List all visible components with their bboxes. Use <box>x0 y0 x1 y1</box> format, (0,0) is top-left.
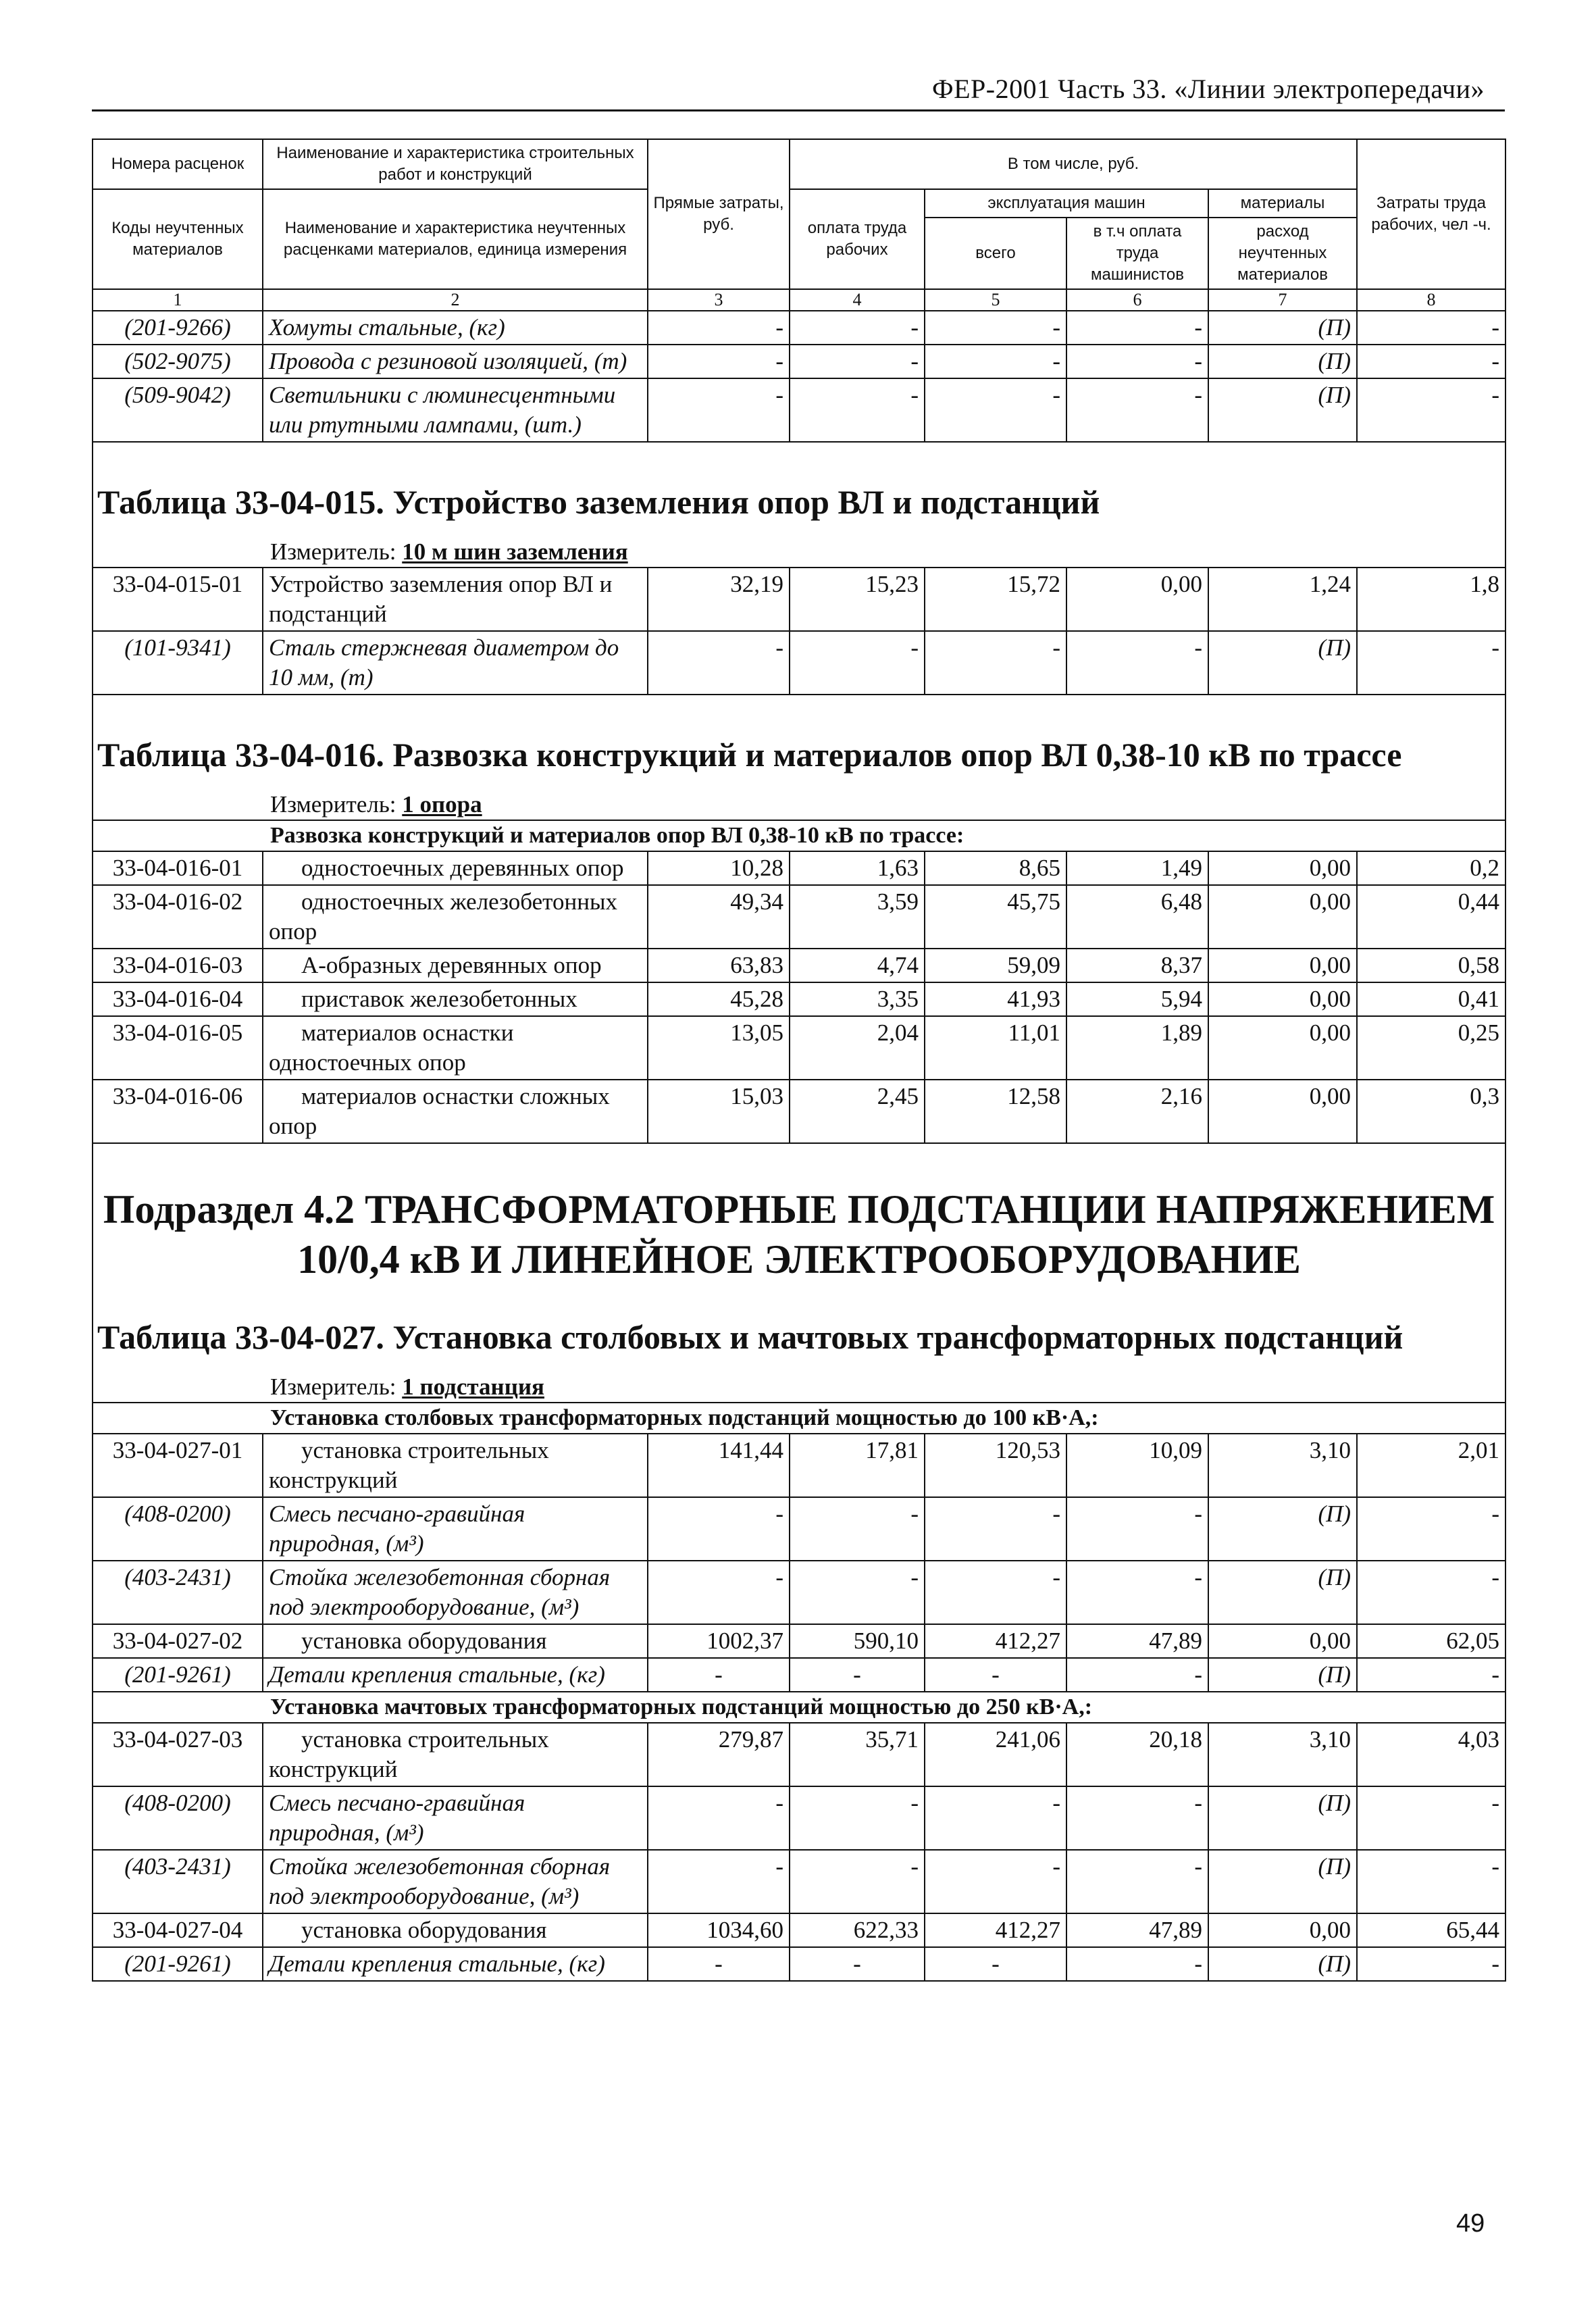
table-row: (403-2431) Стойка железобетонная сборная под электрооборудование, (м³) - - - - (П) - <box>93 1850 1505 1913</box>
table-row: (408-0200) Смесь песчано-гравийная природная, (м³) - - - - (П) - <box>93 1497 1505 1561</box>
table-row: 33-04-015-01 Устройство заземления опор ВЛ и подстанций 32,19 15,23 15,72 0,00 1,24 1,8 <box>93 568 1505 631</box>
column-numbers-row <box>93 289 1505 311</box>
header-operator-pay: в т.ч оплата труда машинистов <box>1066 218 1208 289</box>
measure-row <box>93 780 1505 820</box>
measure-label: Измеритель: <box>270 1374 396 1400</box>
group-heading: Установка столбовых трансформаторных подстанций мощностью до 100 кВ·А,: <box>93 1403 1505 1434</box>
col-number: 2 <box>263 289 648 311</box>
col-number: 8 <box>1357 289 1505 311</box>
measure-row <box>93 528 1505 568</box>
header-material-usage: расход неучтенных материалов <box>1208 218 1357 289</box>
table-row: (201-9261) Детали крепления стальные, (кг) - - - - (П) - <box>93 1947 1505 1981</box>
measure <box>93 528 1505 568</box>
subsection-line-1: Подраздел 4.2 ТРАНСФОРМАТОРНЫЕ ПОДСТАНЦИИ НАПРЯЖЕНИЕМ <box>103 1187 1495 1232</box>
group-heading: Развозка конструкций и материалов опор ВЛ 0,38-10 кВ по трассе: <box>93 820 1505 851</box>
col-number: 3 <box>648 289 790 311</box>
measure-row <box>93 1363 1505 1403</box>
col-number: 4 <box>790 289 925 311</box>
table-title: Таблица 33-04-015. Устройство заземления опор ВЛ и подстанций <box>93 476 1505 528</box>
col-number: 6 <box>1066 289 1208 311</box>
table-row: 33-04-027-03 установка строительных конструкций 279,87 35,71 241,06 20,18 3,10 4,03 <box>93 1723 1505 1786</box>
table-row: 33-04-016-05 материалов оснастки одностоечных опор 13,05 2,04 11,01 1,89 0,00 0,25 <box>93 1016 1505 1080</box>
header-rate-numbers: Номера расценок <box>93 139 263 189</box>
table-row: 33-04-016-06 материалов оснастки сложных опор 15,03 2,45 12,58 2,16 0,00 0,3 <box>93 1080 1505 1143</box>
table-row: (101-9341) Сталь стержневая диаметром до 10 мм, (т) - - - - (П) - <box>93 631 1505 695</box>
col-number: 7 <box>1208 289 1357 311</box>
header-direct-costs: Прямые затраты, руб. <box>648 139 790 289</box>
header-labor-costs: Затраты труда рабочих, чел -ч. <box>1357 139 1505 289</box>
table-row: (201-9261) Детали крепления стальные, (кг) - - - - (П) - <box>93 1658 1505 1692</box>
group-row <box>93 820 1505 851</box>
rates-table <box>92 139 1506 1982</box>
table-title-row <box>93 729 1505 780</box>
group-row <box>93 1692 1505 1723</box>
group-heading: Установка мачтовых трансформаторных подстанций мощностью до 250 кВ·А,: <box>93 1692 1505 1723</box>
table-row: (403-2431) Стойка железобетонная сборная под электрооборудование, (м³) - - - - (П) - <box>93 1561 1505 1624</box>
measure-value: 1 подстанция <box>402 1374 544 1400</box>
col-number: 5 <box>925 289 1066 311</box>
table-row: 33-04-027-02 установка оборудования 1002,37 590,10 412,27 47,89 0,00 62,05 <box>93 1624 1505 1658</box>
header-machines: эксплуатация машин <box>925 189 1208 218</box>
table-title: Таблица 33-04-016. Развозка конструкций и материалов опор ВЛ 0,38-10 кВ по трассе <box>93 729 1505 780</box>
spacer-row <box>93 695 1505 729</box>
header-material-codes: Коды неучтенных материалов <box>93 189 263 289</box>
measure <box>93 1363 1505 1403</box>
header-including: В том числе, руб. <box>790 139 1357 189</box>
header-rule <box>92 109 1505 111</box>
subsection-row <box>93 1178 1505 1311</box>
table-row: (408-0200) Смесь песчано-гравийная природная, (м³) - - - - (П) - <box>93 1786 1505 1850</box>
group-row <box>93 1403 1505 1434</box>
running-header: ФЕР-2001 Часть 33. «Линии электропередачи» <box>932 74 1485 104</box>
header-total: всего <box>925 218 1066 289</box>
measure-value: 10 м шин заземления <box>402 538 628 565</box>
measure <box>93 780 1505 820</box>
measure-label: Измеритель: <box>270 791 396 818</box>
col-number: 1 <box>93 289 263 311</box>
spacer-row <box>93 442 1505 476</box>
table-title: Таблица 33-04-027. Установка столбовых и мачтовых трансформаторных подстанций <box>93 1311 1505 1363</box>
subsection-line-2: 10/0,4 кВ И ЛИНЕЙНОЕ ЭЛЕКТРООБОРУДОВАНИЕ <box>297 1237 1301 1282</box>
table-row: 33-04-027-01 установка строительных конструкций 141,44 17,81 120,53 10,09 3,10 2,01 <box>93 1434 1505 1497</box>
subsection-heading <box>93 1178 1505 1311</box>
table-row: (201-9266) Хомуты стальные, (кг) - - - - (П) - <box>93 311 1505 345</box>
table-row: 33-04-016-04 приставок железобетонных 45,28 3,35 41,93 5,94 0,00 0,41 <box>93 982 1505 1016</box>
header-materials: материалы <box>1208 189 1357 218</box>
table-row: (502-9075) Провода с резиновой изоляцией, (т) - - - - (П) - <box>93 345 1505 378</box>
table-title-row <box>93 1311 1505 1363</box>
table-row: 33-04-027-04 установка оборудования 1034,60 622,33 412,27 47,89 0,00 65,44 <box>93 1913 1505 1947</box>
header-row-2 <box>93 189 1505 218</box>
header-row-1 <box>93 139 1505 189</box>
table-row: 33-04-016-01 одностоечных деревянных опор 10,28 1,63 8,65 1,49 0,00 0,2 <box>93 851 1505 885</box>
measure-value: 1 опора <box>402 791 482 818</box>
table-row: (509-9042) Светильники с люминесцентными или ртутными лампами, (шт.) - - - - (П) - <box>93 378 1505 442</box>
table-title-row <box>93 476 1505 528</box>
measure-label: Измеритель: <box>270 538 396 565</box>
header-work-name: Наименование и характеристика строительных работ и конструкций <box>263 139 648 189</box>
header-material-name: Наименование и характеристика неучтенных расценками материалов, единица измерения <box>263 189 648 289</box>
table-row: 33-04-016-03 А-образных деревянных опор 63,83 4,74 59,09 8,37 0,00 0,58 <box>93 949 1505 982</box>
spacer-row <box>93 1143 1505 1178</box>
page-number: 49 <box>1456 2209 1485 2238</box>
header-worker-pay: оплата труда рабочих <box>790 189 925 289</box>
table-row: 33-04-016-02 одностоечных железобетонных опор 49,34 3,59 45,75 6,48 0,00 0,44 <box>93 885 1505 949</box>
